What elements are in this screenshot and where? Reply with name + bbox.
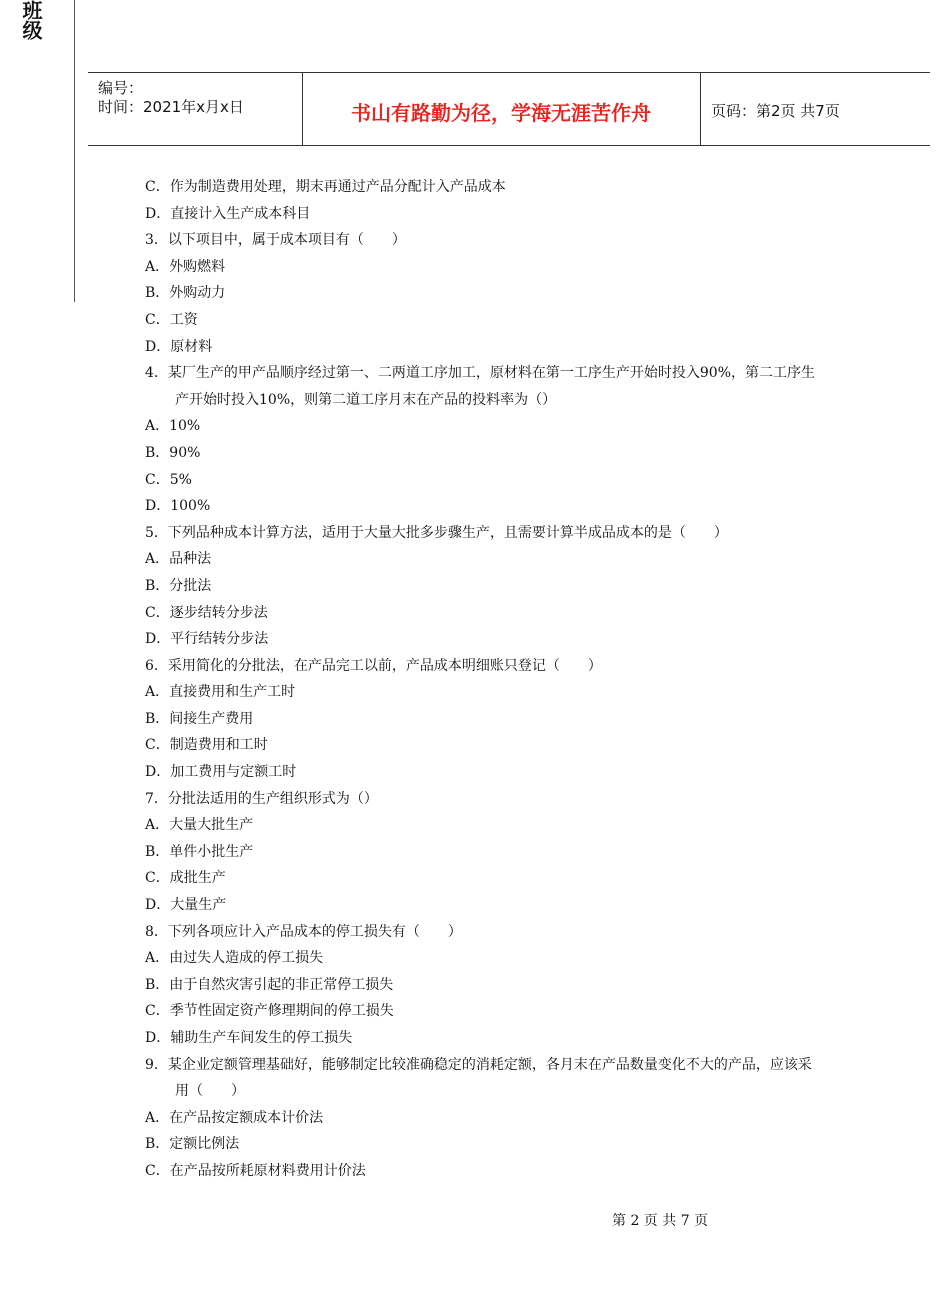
text-line: C．作为制造费用处理，期末再通过产品分配计入产品成本 [145, 179, 506, 195]
option-line: D．大量生产 [145, 897, 227, 914]
option-line: A．直接费用和生产工时 [145, 684, 296, 701]
question-line: 9．某企业定额管理基础好，能够制定比较准确稳定的消耗定额，各月末在产品数量变化不大的产品，应该采 [145, 1056, 812, 1073]
option-line: D．原材料 [145, 338, 213, 355]
header-cell-left [88, 73, 303, 145]
question-line: 4．某厂生产的甲产品顺序经过第一、二两道工序加工，原材料在第一工序生产开始时投入90%，第二工序生 [145, 365, 816, 382]
option-line: D．辅助生产车间发生的停工损失 [145, 1030, 353, 1046]
question-line: 5．下列品种成本计算方法，适用于大量大批多步骤生产，且需要计算半成品成本的是（ ） [145, 524, 728, 541]
header-cell-right [701, 73, 930, 145]
option-line: C．工资 [145, 311, 198, 328]
option-line: B．分批法 [145, 577, 212, 594]
option-line: B．外购动力 [145, 285, 226, 302]
option-line: D．100% [145, 498, 211, 515]
header-table [88, 72, 930, 146]
side-label: 班级 [19, 0, 43, 40]
option-line: B．90% [145, 444, 201, 461]
option-line: A．大量大批生产 [145, 817, 254, 834]
option-line: B．间接生产费用 [145, 710, 254, 727]
option-line: C．5% [145, 471, 192, 488]
option-line: B．单件小批生产 [145, 843, 254, 860]
option-line: D．加工费用与定额工时 [145, 764, 297, 781]
text-line: D．直接计入生产成本科目 [145, 205, 311, 222]
question-line: 7．分批法适用的生产组织形式为（） [145, 790, 378, 807]
option-line: A．外购燃料 [145, 258, 226, 275]
header-cell-middle [302, 73, 701, 145]
option-line: C．季节性固定资产修理期间的停工损失 [145, 1003, 394, 1020]
time-label: 时间：2021年x月x日 [98, 98, 244, 116]
question-line: 6．采用简化的分批法，在产品完工以前，产品成本明细账只登记（ ） [145, 657, 602, 674]
question-line-continued: 产开始时投入10%，则第二道工序月末在产品的投料率为（） [175, 391, 557, 408]
option-line: D．平行结转分步法 [145, 631, 269, 648]
question-line: 3．以下项目中，属于成本项目有（ ） [145, 232, 406, 249]
option-line: C．逐步结转分步法 [145, 604, 268, 621]
option-line: C．在产品按所耗原材料费用计价法 [145, 1162, 366, 1179]
page-info: 页码：第2页 共7页 [711, 102, 840, 120]
option-line: C．成批生产 [145, 870, 226, 887]
question-content [145, 174, 885, 1185]
option-line: B．定额比例法 [145, 1136, 240, 1153]
option-line: A．在产品按定额成本计价法 [145, 1109, 324, 1126]
question-line: 8．下列各项应计入产品成本的停工损失有（ ） [145, 923, 462, 940]
page-footer: 第 2 页 共 7 页 [612, 1213, 709, 1229]
number-label: 编号： [98, 79, 144, 97]
option-line: A．由过失人造成的停工损失 [145, 950, 324, 967]
option-line: A．10% [145, 418, 201, 435]
option-line: A．品种法 [145, 551, 212, 568]
option-line: C．制造费用和工时 [145, 737, 268, 754]
question-line-continued: 用（ ） [175, 1083, 245, 1100]
option-line: B．由于自然灾害引起的非正常停工损失 [145, 976, 394, 993]
motto: 书山有路勤为径，学海无涯苦作舟 [351, 101, 651, 125]
binding-line [74, 0, 75, 302]
